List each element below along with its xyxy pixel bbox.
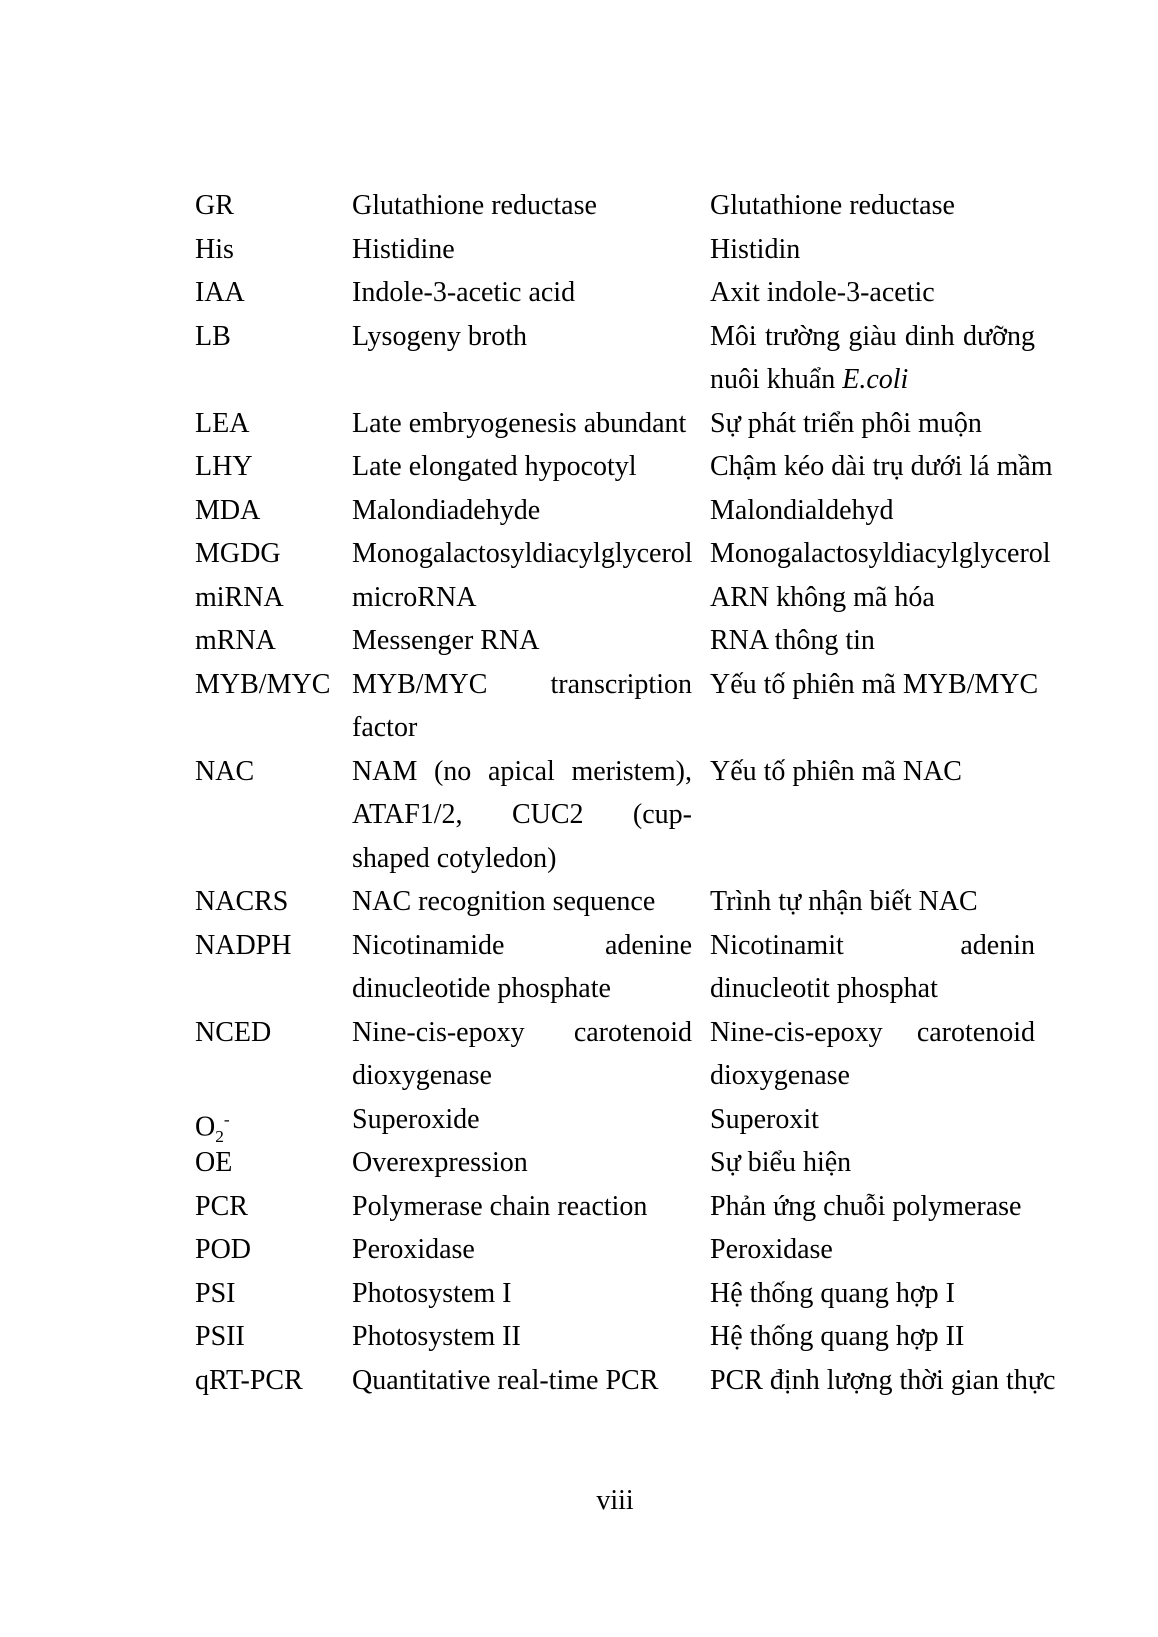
vietnamese-term-cell	[710, 445, 1053, 489]
text-line: RNA thông tin	[710, 625, 875, 656]
english-term-cell	[352, 315, 710, 359]
text-line: MYB/MYC	[195, 668, 331, 700]
table-row	[195, 880, 1035, 924]
vietnamese-term-cell	[710, 315, 1035, 402]
text-line: shaped cotyledon)	[352, 842, 557, 874]
table-row	[195, 1272, 1035, 1316]
vietnamese-term-cell	[710, 1359, 1056, 1403]
table-row	[195, 750, 1035, 881]
table-row	[195, 315, 1035, 402]
text-line	[352, 793, 710, 837]
english-term-cell	[352, 1315, 710, 1359]
text-line: His	[195, 233, 234, 265]
text-line: LHY	[195, 451, 253, 482]
vietnamese-term-cell	[710, 1228, 1035, 1272]
text-line: mRNA	[195, 625, 276, 656]
text-line: GR	[195, 190, 234, 221]
table-row	[195, 271, 1035, 315]
text-line: Histidin	[710, 233, 801, 265]
abbreviation-cell	[195, 228, 352, 272]
text-line: NAC recognition sequence	[352, 886, 656, 917]
abbreviation-cell	[195, 1359, 352, 1403]
text-segment: 2	[215, 1126, 224, 1146]
word: giàu	[848, 320, 897, 352]
word: trường	[764, 320, 841, 352]
english-term-cell	[352, 1011, 710, 1098]
vietnamese-term-cell	[710, 576, 1035, 620]
abbreviation-cell	[195, 315, 352, 359]
english-term-cell	[352, 1272, 710, 1316]
word: MYB/MYC	[352, 668, 488, 700]
vietnamese-term-cell	[710, 1315, 1035, 1359]
text-line: PCR	[195, 1190, 248, 1222]
abbreviation-cell	[195, 271, 352, 315]
word: (no	[433, 755, 472, 787]
text-line: NAC	[195, 755, 255, 787]
text-line: Yếu tố phiên mã MYB/MYC	[710, 668, 1039, 700]
text-line: LB	[195, 320, 231, 352]
text-line: Polymerase chain reaction	[352, 1190, 648, 1222]
text-line	[352, 1011, 710, 1055]
text-line	[195, 1098, 352, 1146]
text-line: Malondiadehyde	[352, 494, 541, 526]
abbreviation-cell	[195, 184, 352, 228]
english-term-cell	[352, 228, 710, 272]
abbreviation-cell	[195, 532, 352, 576]
table-row	[195, 576, 1035, 620]
text-line: qRT-PCR	[195, 1364, 303, 1396]
text-line: Phản ứng chuỗi polymerase	[710, 1190, 1022, 1222]
english-term-cell	[352, 619, 710, 663]
text-line: Malondialdehyd	[710, 494, 894, 526]
text-line: PCR định lượng thời gian thực	[710, 1364, 1056, 1396]
word: NAM	[352, 755, 418, 787]
table-row	[195, 663, 1039, 750]
text-line: PSI	[195, 1277, 236, 1309]
vietnamese-term-cell	[710, 1011, 1035, 1098]
word: adenin	[960, 929, 1035, 961]
english-term-cell	[352, 880, 710, 924]
vietnamese-term-cell	[710, 619, 1035, 663]
text-line: Late elongated hypocotyl	[352, 451, 637, 482]
abbreviation-cell	[195, 489, 352, 533]
english-term-cell	[352, 489, 710, 533]
text-line: Hệ thống quang hợp I	[710, 1277, 955, 1309]
vietnamese-term-cell	[710, 184, 1035, 228]
vietnamese-term-cell	[710, 1185, 1035, 1229]
text-line: PSII	[195, 1321, 245, 1352]
text-line: Lysogeny broth	[352, 320, 527, 352]
text-line: POD	[195, 1234, 252, 1265]
text-segment: O	[195, 1110, 216, 1142]
word: Nicotinamide	[352, 929, 505, 961]
text-line: ARN không mã hóa	[710, 581, 935, 613]
text-line: IAA	[195, 277, 245, 308]
abbreviation-cell	[195, 663, 352, 707]
abbreviation-cell	[195, 750, 352, 794]
text-line: Peroxidase	[352, 1234, 475, 1265]
text-line: dinucleotide phosphate	[352, 973, 611, 1004]
english-term-cell	[352, 1228, 710, 1272]
text-line: Monogalactosyldiacylglycerol	[352, 538, 693, 569]
table-row	[195, 1011, 1035, 1098]
text-line: dinucleotit phosphat	[710, 973, 938, 1004]
word: ATAF1/2,	[352, 799, 463, 830]
text-line: OE	[195, 1147, 233, 1178]
table-row	[195, 1141, 1035, 1185]
abbreviation-cell	[195, 1272, 352, 1316]
table-row	[195, 1098, 1035, 1146]
text-line: LEA	[195, 407, 250, 439]
english-term-cell	[352, 532, 710, 576]
english-term-cell	[352, 1141, 710, 1185]
text-line: Quantitative real-time PCR	[352, 1364, 659, 1396]
text-line: factor	[352, 712, 418, 743]
word: Nine-cis-epoxy	[710, 1016, 883, 1048]
text-line: NADPH	[195, 929, 292, 961]
vietnamese-term-cell	[710, 1098, 1035, 1142]
text-line	[352, 924, 710, 968]
word: dinh	[904, 320, 955, 352]
text-segment: E.coli	[842, 364, 909, 395]
word: apical	[487, 755, 555, 787]
word: Nicotinamit	[710, 929, 844, 961]
table-row	[195, 445, 1053, 489]
word: meristem),	[571, 755, 692, 787]
text-line: Histidine	[352, 233, 455, 265]
table-row	[195, 1185, 1035, 1229]
table-row	[195, 1228, 1035, 1272]
text-line: Late embryogenesis abundant	[352, 407, 687, 439]
table-row	[195, 1315, 1035, 1359]
english-term-cell	[352, 750, 710, 881]
text-line: Peroxidase	[710, 1234, 833, 1265]
abbreviation-cell	[195, 1228, 352, 1272]
text-line	[352, 750, 710, 794]
abbreviation-cell	[195, 1315, 352, 1359]
table-row	[195, 532, 1051, 576]
vietnamese-term-cell	[710, 489, 1035, 533]
text-line: Superoxit	[710, 1103, 819, 1135]
text-segment: nuôi khuẩn	[710, 364, 843, 395]
text-line: MDA	[195, 494, 261, 526]
vietnamese-term-cell	[710, 1272, 1035, 1316]
text-line: Sự phát triển phôi muộn	[710, 407, 982, 439]
vietnamese-term-cell	[710, 532, 1051, 576]
word: transcription	[550, 668, 692, 700]
vietnamese-term-cell	[710, 750, 1035, 794]
text-line: NCED	[195, 1016, 272, 1048]
abbreviation-cell	[195, 619, 352, 663]
english-term-cell	[352, 1098, 710, 1142]
text-line: MGDG	[195, 538, 281, 569]
text-line: NACRS	[195, 886, 289, 917]
vietnamese-term-cell	[710, 228, 1035, 272]
table-row	[195, 228, 1035, 272]
word: (cup-	[632, 799, 692, 830]
text-line: Messenger RNA	[352, 625, 540, 656]
word: carotenoid	[916, 1016, 1035, 1048]
text-line: dioxygenase	[352, 1060, 492, 1091]
text-line	[710, 1011, 1035, 1055]
table-row	[195, 619, 1035, 663]
english-term-cell	[352, 184, 710, 228]
english-term-cell	[352, 271, 710, 315]
text-line: Monogalactosyldiacylglycerol	[710, 538, 1051, 569]
text-line: Photosystem II	[352, 1321, 521, 1352]
text-line: Indole-3-acetic acid	[352, 277, 576, 308]
table-row	[195, 1359, 1056, 1403]
abbreviation-cell	[195, 445, 352, 489]
word: dưỡng	[962, 320, 1035, 352]
text-line	[710, 924, 1035, 968]
page-number: viii	[596, 1485, 634, 1516]
word: Nine-cis-epoxy	[352, 1016, 525, 1048]
text-line: Trình tự nhận biết NAC	[710, 886, 978, 917]
text-line: Glutathione reductase	[352, 190, 597, 221]
text-line: microRNA	[352, 581, 477, 613]
word: CUC2	[511, 799, 584, 830]
english-term-cell	[352, 663, 710, 750]
english-term-cell	[352, 576, 710, 620]
vietnamese-term-cell	[710, 880, 1035, 924]
table-row	[195, 924, 1035, 1011]
vietnamese-term-cell	[710, 402, 1035, 446]
abbreviation-table	[195, 184, 1056, 1402]
text-line: Chậm kéo dài trụ dưới lá mầm	[710, 451, 1053, 482]
vietnamese-term-cell	[710, 1141, 1035, 1185]
vietnamese-term-cell	[710, 271, 1035, 315]
text-segment: -	[223, 1109, 230, 1129]
english-term-cell	[352, 1185, 710, 1229]
text-line	[352, 663, 710, 707]
text-line: Axit indole-3-acetic	[710, 277, 935, 308]
english-term-cell	[352, 1359, 710, 1403]
text-line: Glutathione reductase	[710, 190, 955, 221]
text-line: Superoxide	[352, 1103, 480, 1135]
abbreviation-cell	[195, 1141, 352, 1185]
english-term-cell	[352, 924, 710, 1011]
english-term-cell	[352, 445, 710, 489]
abbreviation-cell	[195, 880, 352, 924]
abbreviation-cell	[195, 1185, 352, 1229]
word: adenine	[604, 929, 692, 961]
abbreviation-cell	[195, 576, 352, 620]
text-line	[710, 315, 1035, 359]
vietnamese-term-cell	[710, 924, 1035, 1011]
text-line	[710, 358, 1035, 402]
abbreviation-cell	[195, 924, 352, 968]
text-line: Sự biểu hiện	[710, 1147, 852, 1178]
abbreviation-cell	[195, 402, 352, 446]
abbreviation-cell	[195, 1011, 352, 1055]
text-line: Yếu tố phiên mã NAC	[710, 755, 962, 787]
english-term-cell	[352, 402, 710, 446]
table-row	[195, 402, 1035, 446]
word: Môi	[710, 320, 757, 352]
text-line: dioxygenase	[710, 1060, 850, 1091]
word: carotenoid	[573, 1016, 692, 1048]
text-line: Overexpression	[352, 1147, 528, 1178]
text-line: Photosystem I	[352, 1277, 512, 1309]
text-line: Hệ thống quang hợp II	[710, 1321, 965, 1352]
table-row	[195, 184, 1035, 228]
abbreviation-cell	[195, 1098, 352, 1146]
table-row	[195, 489, 1035, 533]
vietnamese-term-cell	[710, 663, 1039, 707]
text-line: miRNA	[195, 581, 284, 613]
